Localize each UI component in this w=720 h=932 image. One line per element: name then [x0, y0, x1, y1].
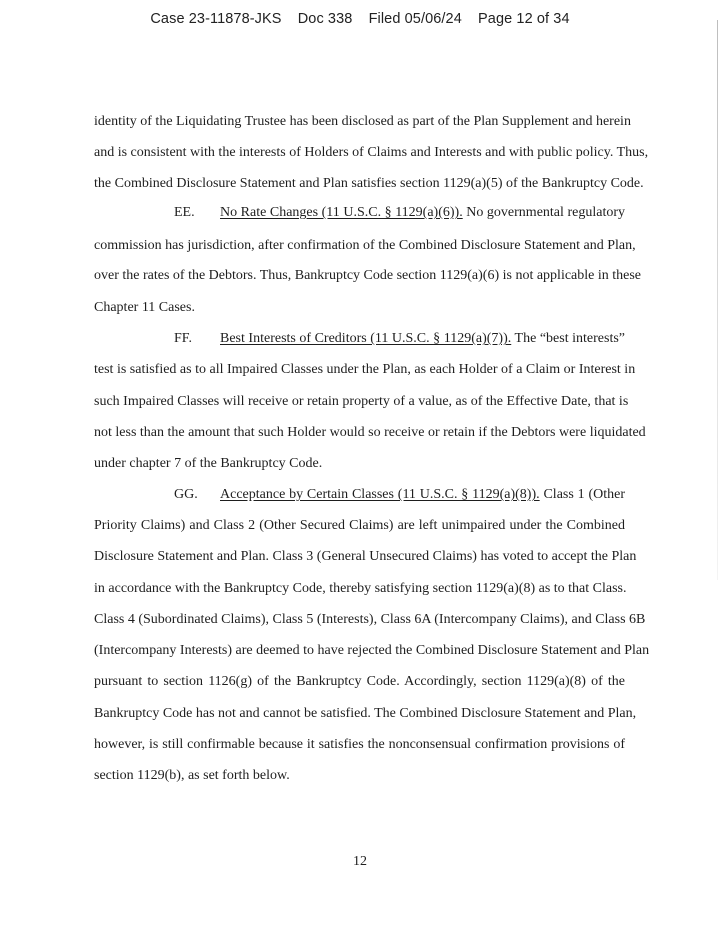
body-line: Priority Claims) and Class 2 (Other Secured Claims) are left unimpaired under the Combined — [94, 518, 625, 533]
section-label: GG. — [174, 487, 198, 502]
body-line: (Intercompany Interests) are deemed to have rejected the Combined Disclosure Statement and Plan — [94, 643, 650, 658]
body-line: Class 4 (Subordinated Claims), Class 5 (Interests), Class 6A (Intercompany Claims), and Class 6B — [94, 612, 646, 627]
body-line: under chapter 7 of the Bankruptcy Code. — [94, 456, 323, 471]
section-gg-first-line — [94, 485, 625, 505]
body-line: however, is still confirmable because it satisfies the nonconsensual confirmation provisions of — [94, 737, 625, 752]
section-heading: Best Interests of Creditors (11 U.S.C. § 1129(a)(7)). — [220, 331, 512, 346]
body-line: the Combined Disclosure Statement and Plan satisfies section 1129(a)(5) of the Bankruptcy Code. — [94, 176, 644, 191]
section-ee-first-line — [94, 203, 625, 223]
body-line: section 1129(b), as set forth below. — [94, 768, 290, 783]
page-number: 12 — [353, 854, 367, 869]
section-ff-first-line — [94, 329, 625, 349]
section-first-line-rest: Class 1 (Other — [543, 487, 625, 502]
body-line: Disclosure Statement and Plan. Class 3 (General Unsecured Claims) has voted to accept the Plan — [94, 549, 637, 564]
section-label: FF. — [174, 331, 192, 346]
body-line: in accordance with the Bankruptcy Code, thereby satisfying section 1129(a)(8) as to that Class. — [94, 581, 627, 596]
body-line: identity of the Liquidating Trustee has been disclosed as part of the Plan Supplement and herein — [94, 114, 631, 129]
body-line: and is consistent with the interests of Holders of Claims and Interests and with public policy. Thus, — [94, 145, 649, 160]
body-line: not less than the amount that such Holder would so receive or retain if the Debtors were liquidated — [94, 425, 646, 440]
section-label: EE. — [174, 205, 195, 220]
section-first-line-rest: The “best interests” — [514, 331, 626, 346]
filed-date: Filed 05/06/24 — [368, 11, 462, 27]
body-line: such Impaired Classes will receive or retain property of a value, as of the Effective Date, that is — [94, 394, 629, 409]
body-line: Bankruptcy Code has not and cannot be satisfied. The Combined Disclosure Statement and Plan, — [94, 706, 637, 721]
body-line: commission has jurisdiction, after confirmation of the Combined Disclosure Statement and Plan, — [94, 238, 636, 253]
body-line: Chapter 11 Cases. — [94, 300, 195, 315]
body-line: test is satisfied as to all Impaired Classes under the Plan, as each Holder of a Claim or Interest in — [94, 362, 636, 377]
section-first-line-rest: No governmental regulatory — [466, 205, 625, 220]
section-heading: Acceptance by Certain Classes (11 U.S.C. § 1129(a)(8)). — [220, 487, 540, 502]
page-count: Page 12 of 34 — [478, 11, 570, 27]
doc-number: Doc 338 — [297, 11, 353, 27]
section-heading: No Rate Changes (11 U.S.C. § 1129(a)(6)). — [220, 205, 463, 220]
body-line: pursuant to section 1126(g) of the Bankruptcy Code. Accordingly, section 1129(a)(8) of the — [94, 674, 625, 689]
body-line: over the rates of the Debtors. Thus, Bankruptcy Code section 1129(a)(6) is not applicable in these — [94, 268, 642, 283]
court-filing-header — [0, 11, 720, 27]
scan-edge-line — [717, 20, 718, 580]
case-number: Case 23-11878-JKS — [150, 11, 282, 27]
